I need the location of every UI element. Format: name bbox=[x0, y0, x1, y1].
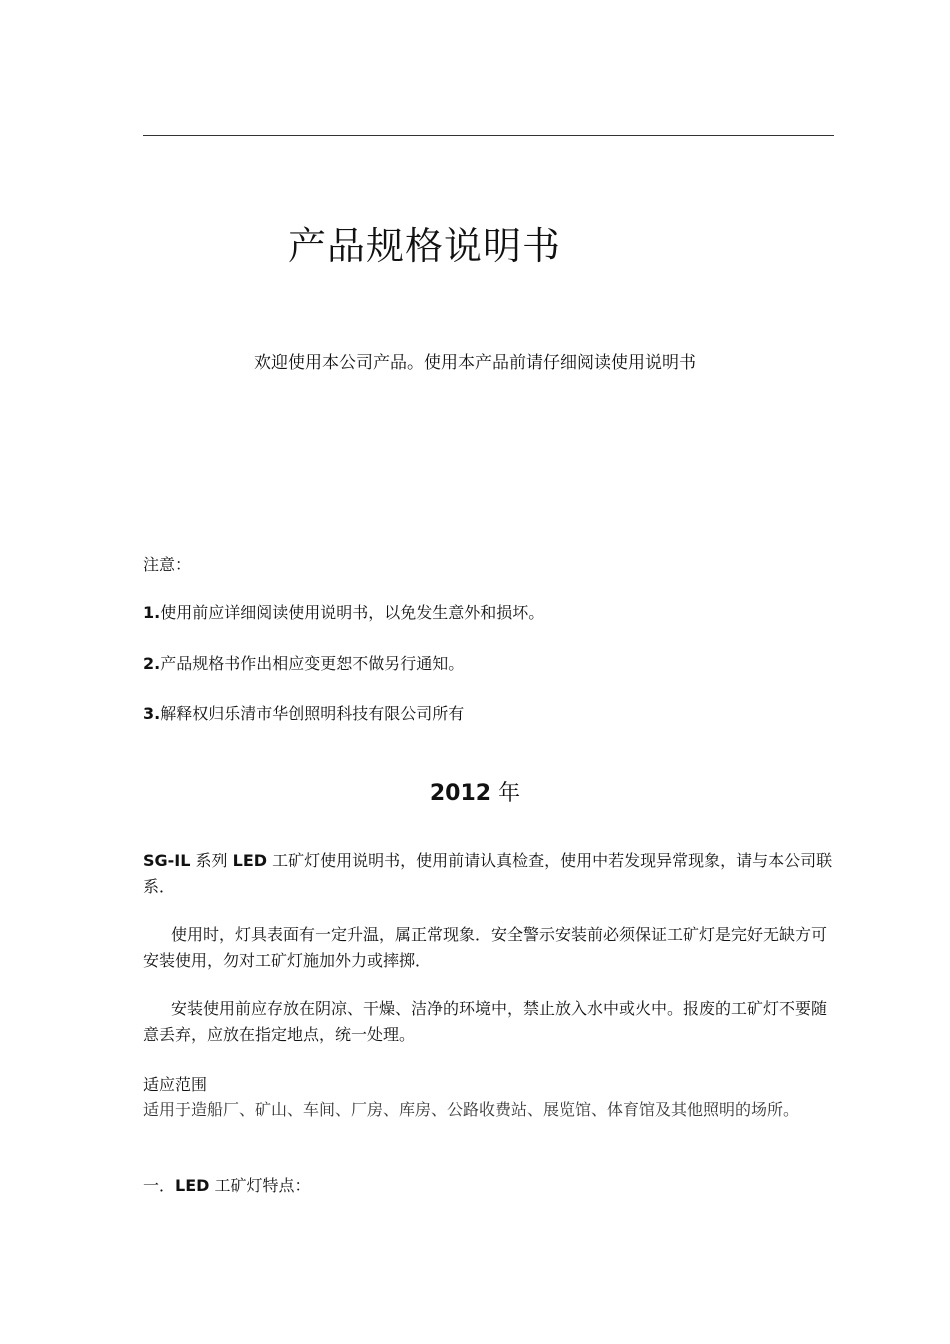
notice-item-1 bbox=[143, 600, 544, 623]
notice-heading: 注意： bbox=[143, 555, 192, 574]
usage-paragraph: 使用时，灯具表面有一定升温，属正常现象．安全警示安装前必须保证工矿灯是完好无缺方可安装使用，勿对工矿灯施加外力或摔掷． bbox=[143, 925, 828, 970]
section-led-label: LED bbox=[175, 1176, 210, 1195]
scope-body: 适用于造船厂、矿山、车间、厂房、库房、公路收费站、展览馆、体育馆及其他照明的场所。 bbox=[143, 1100, 800, 1119]
welcome-text: 欢迎使用本公司产品。使用本产品前请仔细阅读使用说明书 bbox=[254, 353, 696, 373]
section-heading-1 bbox=[143, 1173, 311, 1196]
year-number: 2012 bbox=[429, 781, 492, 806]
notice-item-3 bbox=[143, 701, 464, 724]
intro-text-b: 工矿灯使用说明书，使用前请认真检查，使用中若发现异常现象，请与本公司联系． bbox=[143, 851, 833, 896]
notice-item-number: 1. bbox=[143, 603, 161, 622]
intro-text-a: 系列 bbox=[190, 851, 233, 870]
notice-item-text: 解释权归乐清市华创照明科技有限公司所有 bbox=[160, 704, 465, 723]
notice-item-2 bbox=[143, 651, 464, 674]
header-rule bbox=[143, 135, 834, 136]
model-name: SG-IL bbox=[143, 851, 191, 870]
notice-item-number: 2. bbox=[143, 654, 161, 673]
section-prefix: 一． bbox=[143, 1176, 176, 1195]
led-label: LED bbox=[232, 851, 268, 870]
scope-heading: 适应范围 bbox=[143, 1075, 208, 1094]
year-suffix: 年 bbox=[491, 781, 521, 806]
notice-item-text: 产品规格书作出相应变更恕不做另行通知。 bbox=[160, 654, 465, 673]
notice-item-text: 使用前应详细阅读使用说明书，以免发生意外和损坏。 bbox=[160, 603, 545, 622]
notice-item-number: 3. bbox=[143, 704, 161, 723]
year-heading bbox=[0, 776, 950, 807]
storage-paragraph: 安装使用前应存放在阴凉、干燥、洁净的环境中，禁止放入水中或火中。报废的工矿灯不要随意丢弃，应放在指定地点，统一处理。 bbox=[143, 999, 828, 1044]
intro-paragraph bbox=[143, 848, 838, 900]
page-title: 产品规格说明书 bbox=[288, 224, 562, 268]
section-text: 工矿灯特点： bbox=[209, 1176, 311, 1195]
